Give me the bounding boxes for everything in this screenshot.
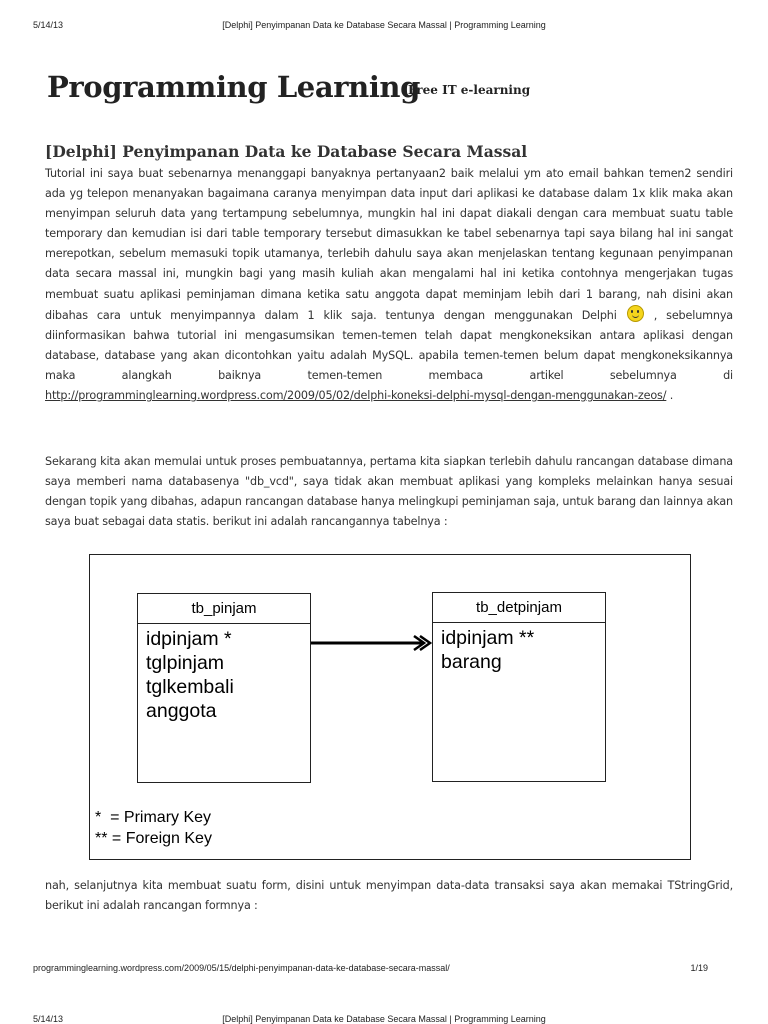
site-title[interactable]: Programming Learning	[47, 70, 420, 104]
field-item: idpinjam *	[146, 628, 232, 650]
intro-text: Tutorial ini saya buat sebenarnya menanggapi banyaknya pertanyaan2 baik melalui ym ato email bahkan temen2 sendiri ada yg telepon menanyakan bagaimana caranya menyimpan data input dari aplikasi ke database dalam 1x klik maka akan menyimpan seluruh data yang tertampung sebelumnya, mungkin hal ini dapat diakali dengan cara membuat suatu table temporary dan kemudian isi dari table temporary tersebut dimasukkan ke tabel sebenarnya tapi saya bilang hal ini sangat merepotkan, sebelum memasuki topik utamanya, terlebih dahulu saya akan menjelaskan tentang kegunaan penyimpanan data secara massal ini, mungkin bagi yang masih kuliah akan mengalami hal ini ketika contohnya mengerjakan tugas membuat suatu aplikasi peminjaman dimana ketika satu anggota dapat meminjam lebih dari 1 barang, nah disini akan dibahas cara untuk menyimpannya dalam 1 klik saja. tentunya dengan menggunakan Delphi	[45, 167, 733, 322]
field-item: tglkembali	[146, 676, 234, 698]
field-item: tglpinjam	[146, 652, 225, 674]
intro-end: .	[669, 389, 674, 403]
intro-text-continued: , sebelumnya diinformasikan bahwa tutorial ini mengasumsikan temen-temen telah dapat mengkoneksikan antara aplikasi dengan database, database yang akan dicontohkan yaitu adalah MySQL. apabila temen-temen belum dapat mengkoneksikannya maka alangkah baiknya temen-temen membaca artikel sebelumnya di	[45, 308, 734, 382]
paragraph-intro	[45, 164, 733, 406]
database-diagram	[89, 554, 691, 860]
table-tb-detpinjam	[432, 592, 606, 782]
table-tb-pinjam	[137, 593, 311, 783]
legend-primary-key: * = Primary Key	[95, 809, 212, 826]
field-item: idpinjam **	[441, 627, 535, 649]
footer-page-number: 1/19	[690, 963, 708, 973]
legend-foreign-key: ** = Foreign Key	[95, 830, 212, 847]
previous-article-link[interactable]: http://programminglearning.wordpress.com/2009/05/02/delphi-koneksi-delphi-mysql-dengan-menggunakan-zeos/	[45, 389, 667, 403]
table-name: tb_detpinjam	[433, 593, 605, 623]
print-title: [Delphi] Penyimpanan Data ke Database Secara Massal | Programming Learning	[222, 1014, 546, 1024]
diagram-legend	[95, 807, 212, 849]
paragraph-form: nah, selanjutnya kita membuat suatu form, disini untuk menyimpan data-data transaksi saya akan memakai TStringGrid, berikut ini adalah rancangan formnya :	[45, 879, 733, 913]
smiley-icon	[627, 305, 644, 322]
post-title[interactable]: [Delphi] Penyimpanan Data ke Database Secara Massal	[45, 142, 528, 161]
field-item: anggota	[146, 700, 217, 722]
field-item: barang	[441, 651, 502, 673]
table-name: tb_pinjam	[138, 594, 310, 624]
print-date: 5/14/13	[33, 20, 64, 30]
print-title: [Delphi] Penyimpanan Data ke Database Secara Massal | Programming Learning	[222, 20, 546, 30]
paragraph-database: Sekarang kita akan memulai untuk proses pembuatannya, pertama kita siapkan terlebih dahulu rancangan database dimana saya memberi nama databasenya "db_vcd", saya tidak akan membuat aplikasi yang kompleks melainkan hanya sesuai dengan topik yang dibahas, adapun rancangan database hanya melingkupi peminjaman saja, untuk barang dan lainnya akan saya buat sebagai data statis. berikut ini adalah rancangannya tabelnya :	[45, 455, 733, 529]
footer-url: programminglearning.wordpress.com/2009/05/15/delphi-penyimpanan-data-ke-database-secara-massal/	[33, 963, 450, 973]
site-tagline: Free IT e-learning	[408, 83, 531, 97]
print-date: 5/14/13	[33, 1014, 64, 1024]
